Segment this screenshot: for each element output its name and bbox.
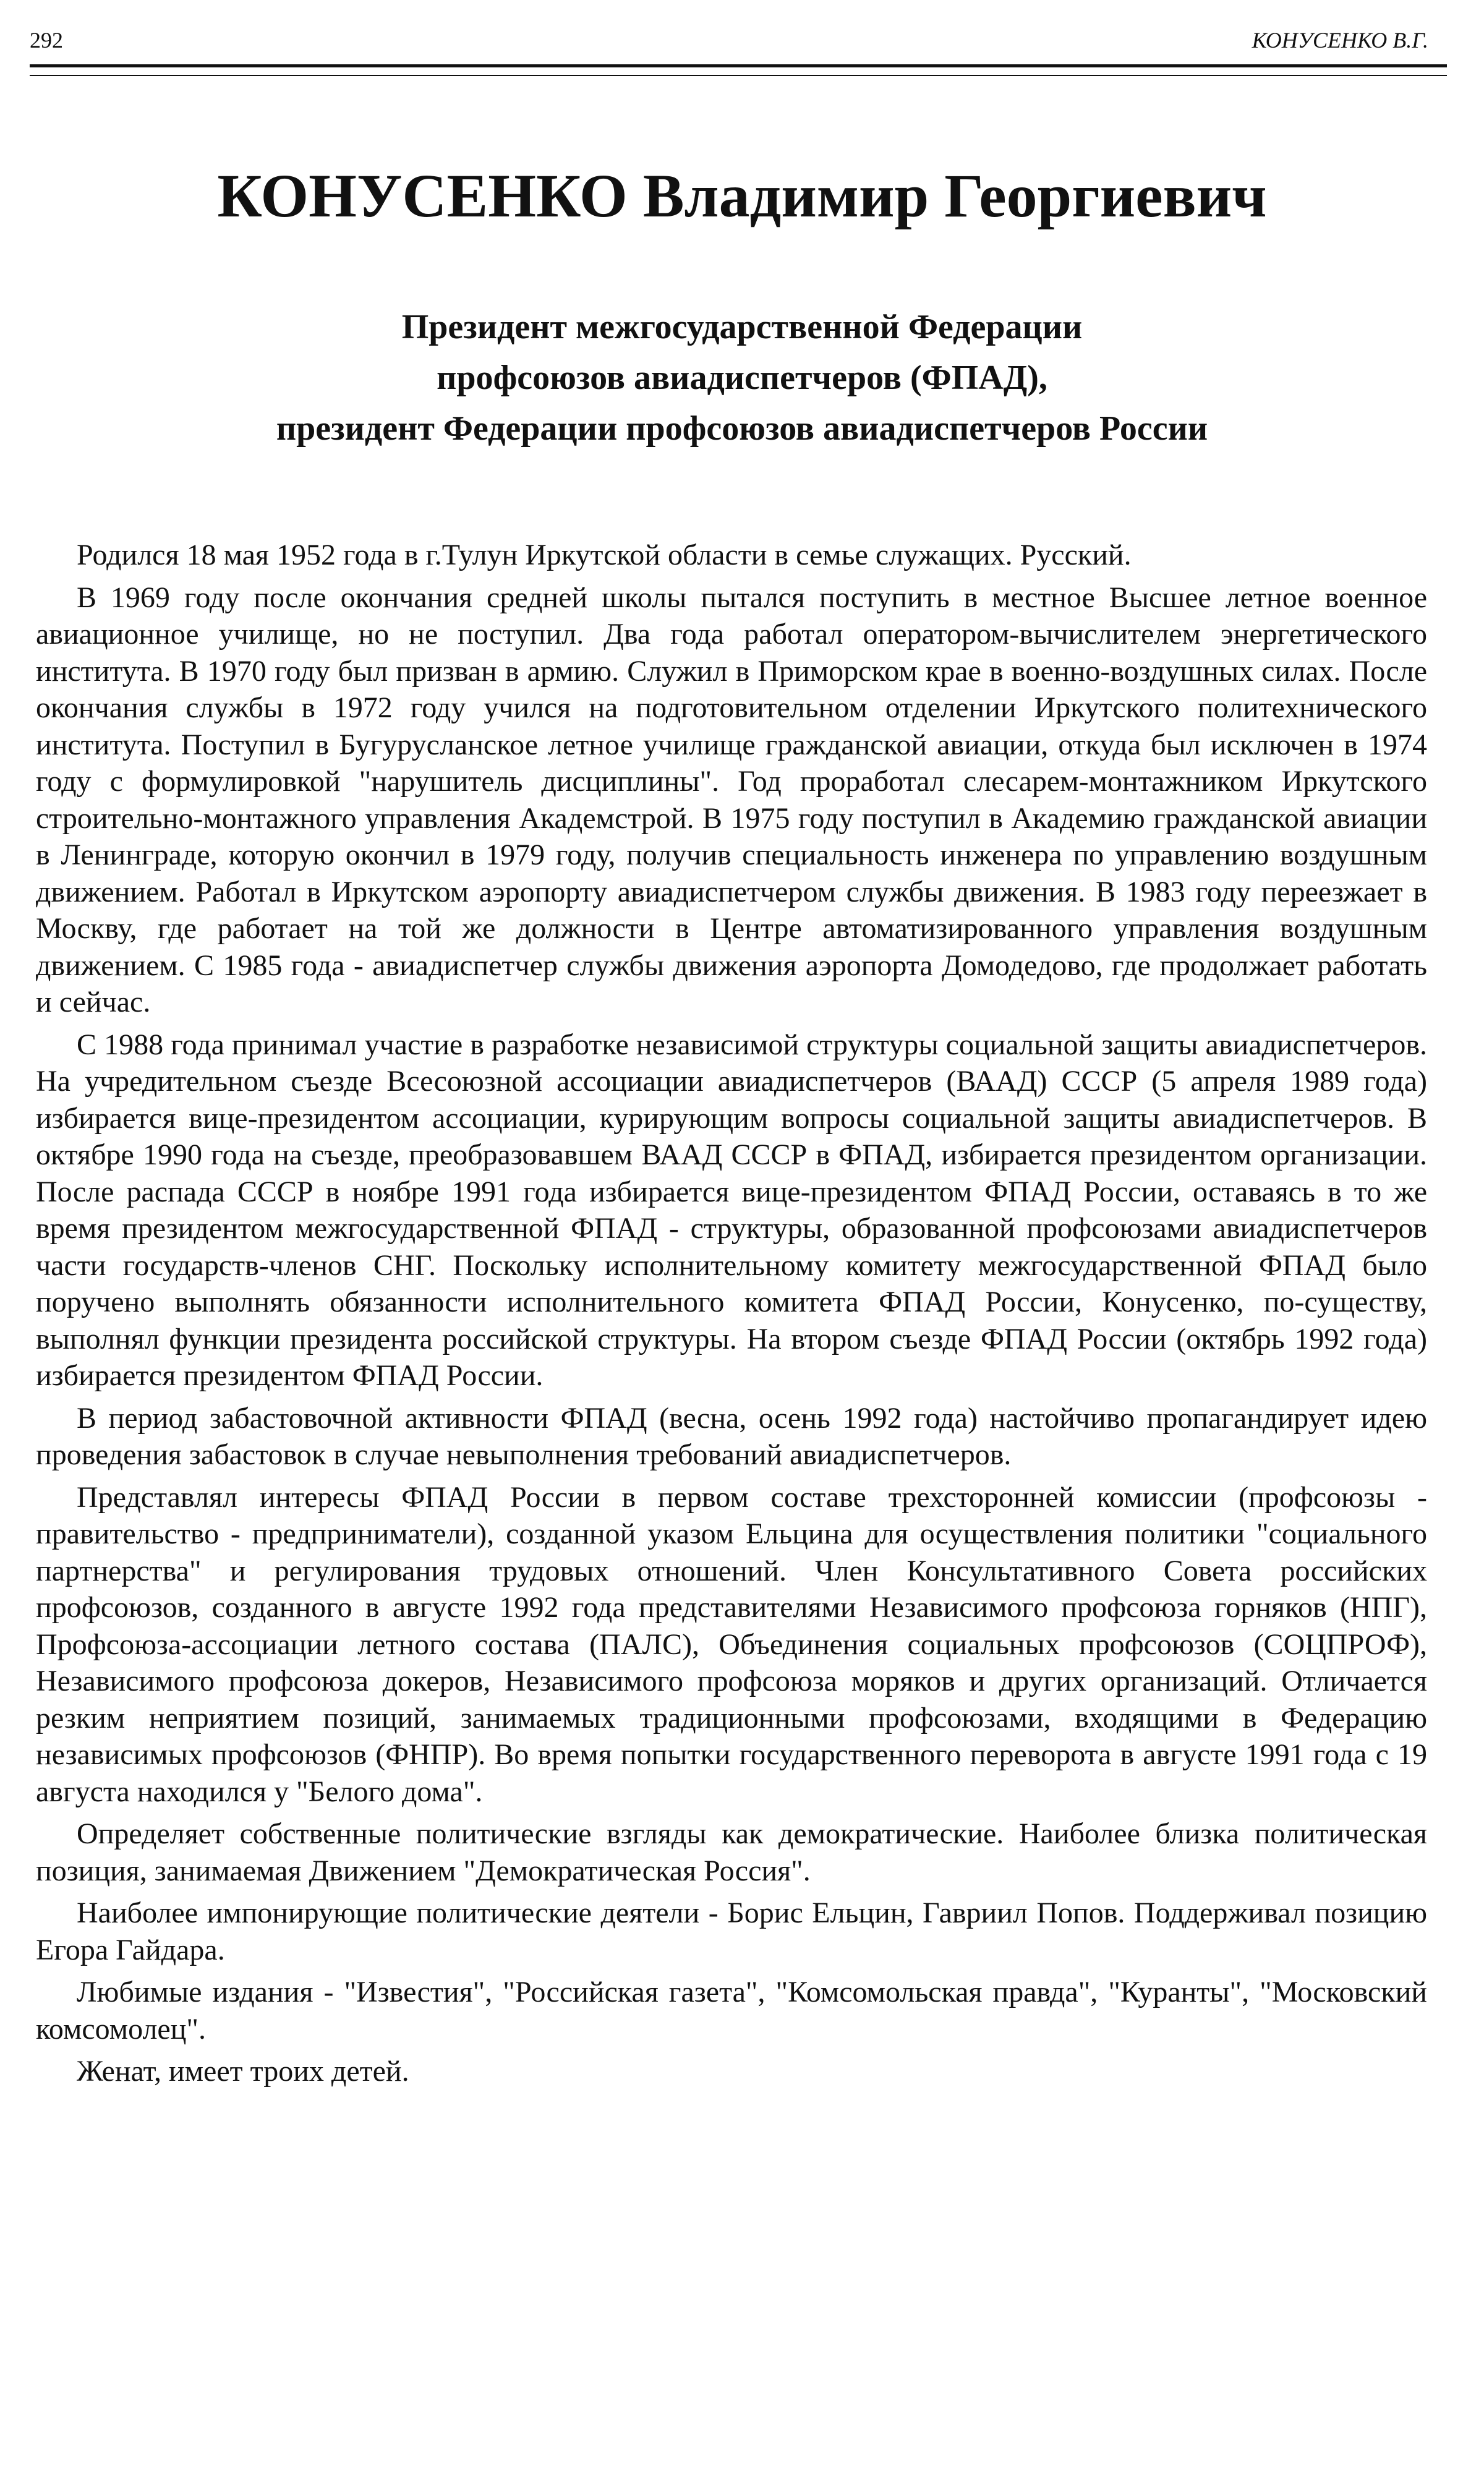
header-double-rule [30, 64, 1447, 76]
subtitle-line-1: Президент межгосударственной Федерации [401, 308, 1083, 346]
paragraph-political-views: Определяет собственные политические взгляды как демократические. Наиболее близка политическая позиция, занимаемая Движением "Демократическая Россия". [36, 1817, 1427, 1887]
paragraph-tripartite-commission: Представлял интересы ФПАД России в первом составе трехсторонней комиссии (профсоюзы - правительство - предприниматели), созданной указом Ельцина для осуществления политики "социального партнерства" и регулирования трудовых отношений. Член Консультативного Совета российских профсоюзов, созданного в августе 1992 года представителями Независимого профсоюза горняков (НПГ), Профсоюза-ассоциации летного состава (ПАЛС), Объединения социальных профсоюзов (СОЦПРОФ), Независимого профсоюза докеров, Независимого профсоюза моряков и других организаций. Отличается резким неприятием позиций, занимаемых традиционными профсоюзами, входящими в Федерацию независимых профсоюзов (ФНПР). Во время попытки государственного переворота в августе 1991 года с 19 августа находился у "Белого дома". [36, 1480, 1427, 1808]
paragraph-favorite-politicians: Наиболее импонирующие политические деятели - Борис Ельцин, Гавриил Попов. Поддерживал позицию Егора Гайдара. [36, 1897, 1427, 1966]
page-number: 292 [30, 28, 63, 53]
paragraph-strikes: В период забастовочной активности ФПАД (весна, осень 1992 года) настойчиво пропагандирует идею проведения забастовок в случае невыполнения требований авиадиспетчеров. [36, 1401, 1427, 1471]
article-subtitle [0, 302, 1484, 454]
subtitle-line-3: президент Федерации профсоюзов авиадиспетчеров России [276, 409, 1208, 448]
header-author-name: КОНУСЕНКО В.Г. [1252, 28, 1428, 53]
paragraph-favorite-publications: Любимые издания - "Известия", "Российская газета", "Комсомольская правда", "Куранты", "Московский комсомолец". [36, 1976, 1427, 2046]
article-body [36, 537, 1427, 2096]
paragraph-family: Женат, имеет троих детей. [77, 2055, 409, 2088]
article-title: КОНУСЕНКО Владимир Георгиевич [217, 161, 1267, 230]
paragraph-education-career: В 1969 году после окончания средней школы пытался поступить в местное Высшее летное военное авиационное училище, но не поступил. Два года работал оператором-вычислителем энергетического института. В 1970 году был призван в армию. Служил в Приморском крае в военно-воздушных силах. После окончания службы в 1972 году учился на подготовительном отделении Иркутского политехнического института. Поступил в Бугурусланское летное училище гражданской авиации, откуда был исключен в 1974 году с формулировкой "нарушитель дисциплины". Год проработал слесарем-монтажником Иркутского строительно-монтажного управления Академстрой. В 1975 году поступил в Академию гражданской авиации в Ленинграде, которую окончил в 1979 году, получив специальность инженера по управлению воздушным движением. Работал в Иркутском аэропорту авиадиспетчером службы движения. В 1983 году переезжает в Москву, где работает на той же должности в Центре автоматизированного управления воздушным движением. С 1985 года - авиадиспетчер службы движения аэропорта Домодедово, где продолжает работать и сейчас. [36, 581, 1427, 1018]
subtitle-line-2: профсоюзов авиадиспетчеров (ФПАД), [437, 359, 1047, 397]
paragraph-union-activity: С 1988 года принимал участие в разработке независимой структуры социальной защиты авиадиспетчеров. На учредительном съезде Всесоюзной ассоциации авиадиспетчеров (ВААД) СССР (5 апреля 1989 года) избирается вице-президентом ассоциации, курирующим вопросы социальной защиты авиадиспетчеров. В октябре 1990 года на съезде, преобразовавшем ВААД СССР в ФПАД, избирается президентом организации. После распада СССР в ноябре 1991 года избирается вице-президентом ФПАД России, оставаясь в то же время президентом межгосударственной ФПАД - структуры, образованной профсоюзами авиадиспетчеров части государств-членов СНГ. Поскольку исполнительному комитету межгосударственной ФПАД было поручено выполнять обязанности исполнительного комитета ФПАД России, Конусенко, по-существу, выполнял функции президента российской структуры. На втором съезде ФПАД России (октябрь 1992 года) избирается президентом ФПАД России. [36, 1028, 1427, 1392]
running-header [30, 25, 1428, 62]
paragraph-birth: Родился 18 мая 1952 года в г.Тулун Иркутской области в семье служащих. Русский. [77, 539, 1132, 571]
